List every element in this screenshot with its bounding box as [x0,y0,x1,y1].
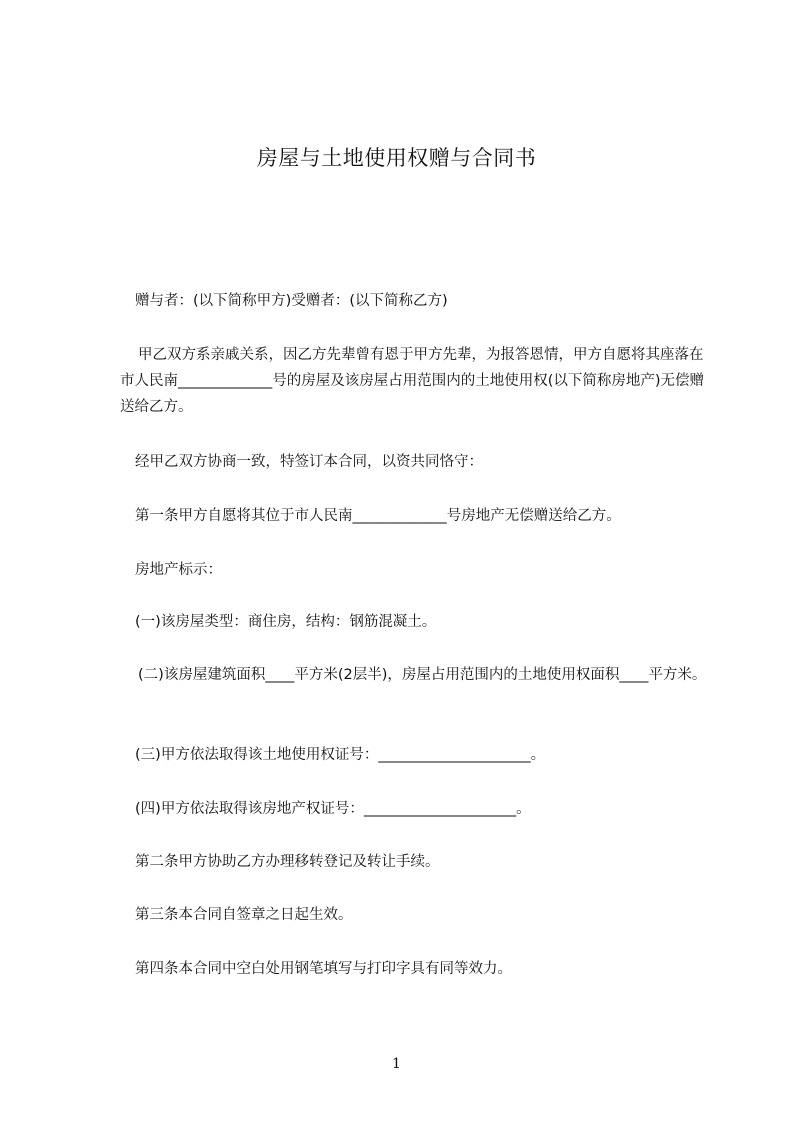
page-number: 1 [392,1056,401,1072]
document-title: 房屋与土地使用权赠与合同书 [256,146,537,170]
property-certificate-paragraph: (四)甲方依法取得该房地产权证号：_____________________。 [135,801,531,817]
background-paragraph: 甲乙双方系亲戚关系，因乙方先辈曾有恩于甲方先辈，为报答恩情，甲方自愿将其座落在市人民南_____________号的房屋及该房屋占用范围内的土地使用权(以下简称房地产)无偿赠送给乙方。 [120,347,705,415]
property-area-paragraph: (二)该房屋建筑面积____平方米(2层半)，房屋占用范围内的土地使用权面积____平方米。 [138,667,707,683]
article-two-paragraph: 第二条甲方协助乙方办理移转登记及转让手续。 [135,854,440,870]
property-label-paragraph: 房地产标示： [135,562,222,578]
property-type-paragraph: (一)该房屋类型：商住房，结构：钢筋混凝土。 [135,614,437,630]
parties-paragraph: 赠与者：(以下简称甲方)受赠者：(以下简称乙方) [135,293,448,309]
article-one-paragraph: 第一条甲方自愿将其位于市人民南_____________号房地产无偿赠送给乙方。 [135,508,621,524]
agreement-paragraph: 经甲乙双方协商一致，特签订本合同，以资共同恪守： [135,454,483,470]
article-three-paragraph: 第三条本合同自签章之日起生效。 [135,907,353,923]
article-four-paragraph: 第四条本合同中空白处用钢笔填写与打印字具有同等效力。 [135,961,512,977]
land-certificate-paragraph: (三)甲方依法取得该土地使用权证号：_____________________。 [135,747,546,763]
